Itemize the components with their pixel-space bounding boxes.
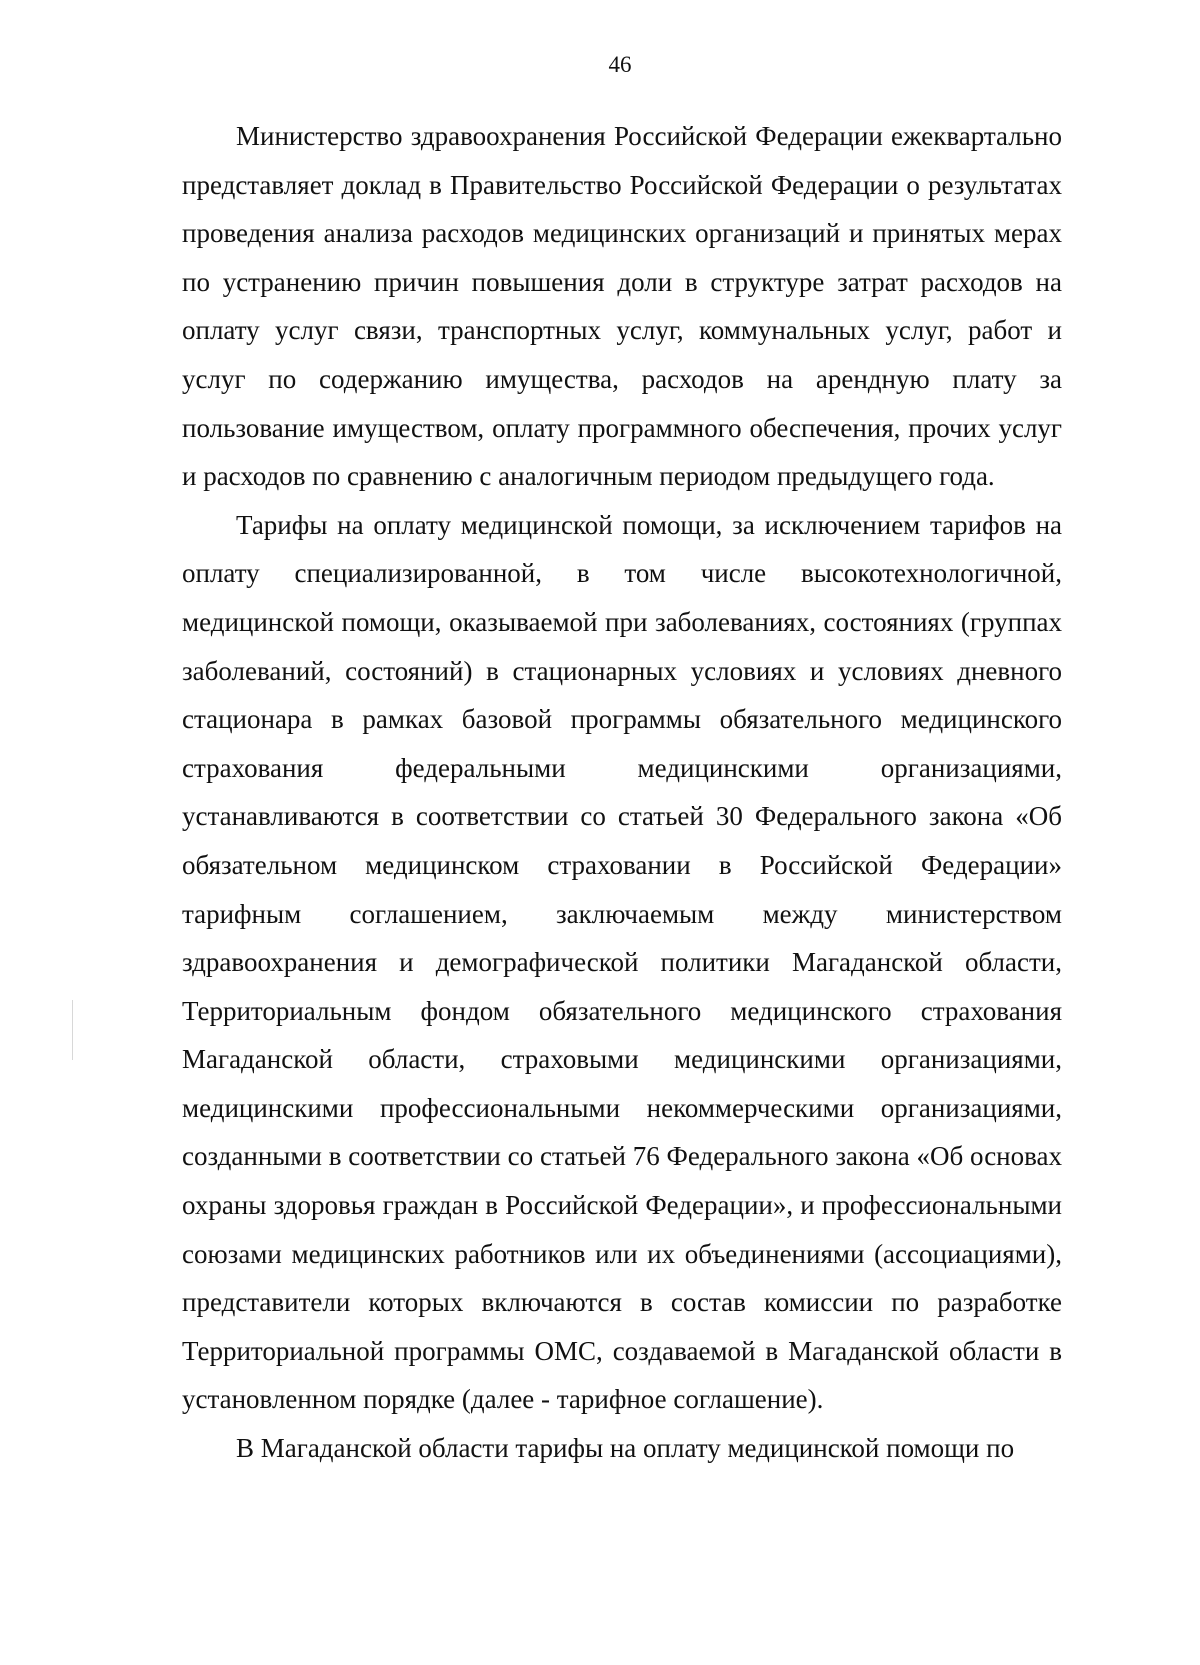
scan-margin-mark: [72, 1000, 73, 1060]
document-body: [182, 112, 1062, 1473]
paragraph-ministry-report: Министерство здравоохранения Российской Федерации ежеквартально представляет доклад в Правительство Российской Федерации о результатах проведения анализа расходов медицинских организаций и принятых мерах по устранению причин повышения доли в структуре затрат расходов на оплату услуг связи, транспортных услуг, коммунальных услуг, работ и услуг по содержанию имущества, расходов на арендную плату за пользование имуществом, оплату программного обеспечения, прочих услуг и расходов по сравнению с аналогичным периодом предыдущего года.: [182, 121, 1062, 492]
page-number: 46: [608, 52, 632, 77]
paragraph-tariffs: Тарифы на оплату медицинской помощи, за исключением тарифов на оплату специализированной, в том числе высокотехнологичной, медицинской помощи, оказываемой при заболеваниях, состояниях (группах заболеваний, состояний) в стационарных условиях и условиях дневного стационара в рамках базовой программы обязательного медицинского страхования федеральными медицинскими организациями, устанавливаются в соответствии со статьей 30 Федерального закона «Об обязательном медицинском страховании в Российской Федерации» тарифным соглашением, заключаемым между министерством здравоохранения и демографической политики Магаданской области, Территориальным фондом обязательного медицинского страхования Магаданской области, страховыми медицинскими организациями, медицинскими профессиональными некоммерческими организациями, созданными в соответствии со статьей 76 Федерального закона «Об основах охраны здоровья граждан в Российской Федерации», и профессиональными союзами медицинских работников или их объединениями (ассоциациями), представители которых включаются в состав комиссии по разработке Территориальной программы ОМС, создаваемой в Магаданской области в установленном порядке (далее - тарифное соглашение).: [182, 509, 1062, 1415]
paragraph-magadan-tariffs: В Магаданской области тарифы на оплату медицинской помощи по: [236, 1433, 1015, 1464]
